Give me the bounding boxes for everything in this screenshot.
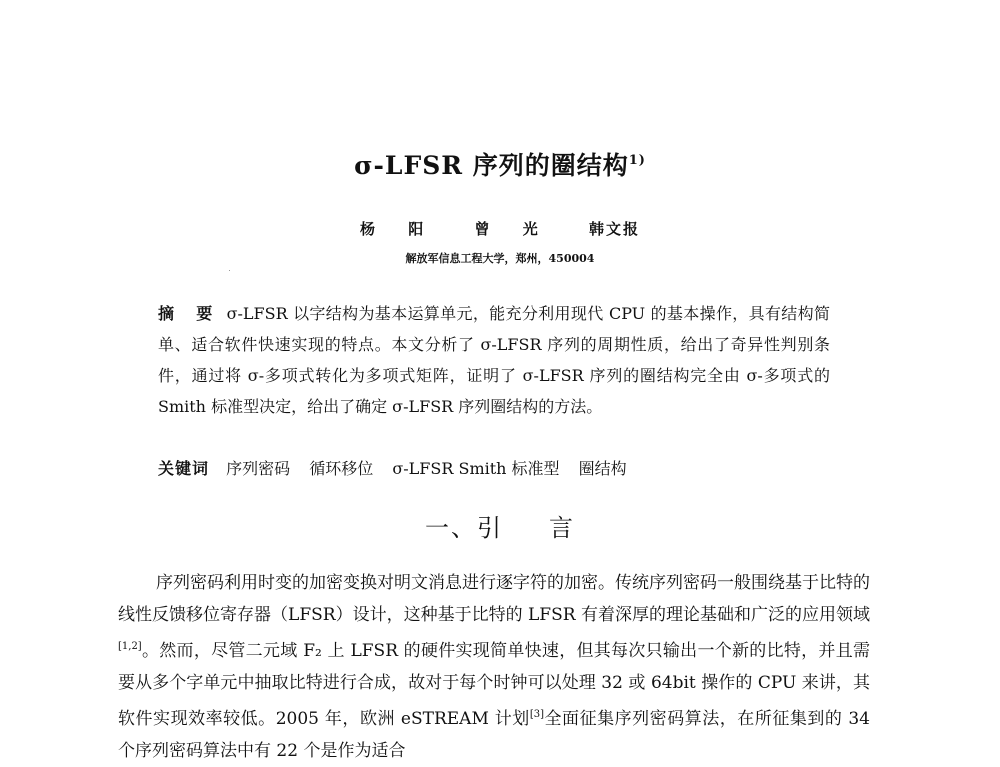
title-text: σ-LFSR 序列的圈结构: [354, 151, 629, 180]
keywords: [158, 453, 830, 484]
title-footnote-mark: 1): [628, 153, 646, 168]
body-text-3: 全面征集序列密码算法，在所征集到的 34 个序列密码算法中有 22 个是作为适合: [118, 709, 870, 761]
citation-1: [1,2]: [118, 641, 142, 652]
abstract: [158, 298, 830, 422]
keyword-1: 序列密码: [226, 459, 291, 478]
body-text-1: 序列密码利用时变的加密变换对明文消息进行逐字符的加密。传统序列密码一般围绕基于比特的线性反馈移位寄存器（LFSR）设计，这种基于比特的 LFSR 有着深厚的理论基础和广泛的应用领域: [118, 573, 870, 625]
abstract-text: σ-LFSR 以字结构为基本运算单元，能充分利用现代 CPU 的基本操作，具有结构简单、适合软件快速实现的特点。本文分析了 σ-LFSR 序列的周期性质，给出了奇异性判别条件，通过将 σ-多项式转化为多项式矩阵，证明了 σ-LFSR 序列的圈结构完全由 σ-多项式的 Smith 标准型决定，给出了确定 σ-LFSR 序列圈结构的方法。: [158, 304, 830, 416]
abstract-label: 摘 要: [158, 304, 221, 323]
section-heading: [0, 508, 1000, 543]
section-word: 言: [549, 514, 575, 542]
author-list: [0, 218, 1000, 239]
keyword-4: 圈结构: [578, 459, 627, 478]
body-text-2: 。然而，尽管二元域 F₂ 上 LFSR 的硬件实现简单快速，但其每次只输出一个新的比特，并且需要从多个字单元中抽取比特进行合成，故对于每个时钟可以处理 32 或 64bit 操作的 CPU 来讲，其软件实现效率较低。2005 年，欧洲 eSTREAM 计划: [118, 641, 870, 729]
body-paragraph: [118, 568, 870, 767]
keywords-label: 关键词: [158, 459, 210, 478]
keyword-2: 循环移位: [309, 459, 374, 478]
citation-2: [3]: [529, 709, 545, 720]
author-3: 韩文报: [588, 220, 640, 238]
affiliation: 解放军信息工程大学，郑州，450004: [405, 252, 595, 265]
scan-speck: [229, 270, 230, 271]
author-2: 曾 光: [474, 220, 548, 238]
keyword-3: σ-LFSR Smith 标准型: [392, 459, 560, 478]
section-number: 一、引: [425, 514, 503, 542]
paper-title: [0, 146, 1000, 182]
author-1: 杨 阳: [360, 220, 434, 238]
